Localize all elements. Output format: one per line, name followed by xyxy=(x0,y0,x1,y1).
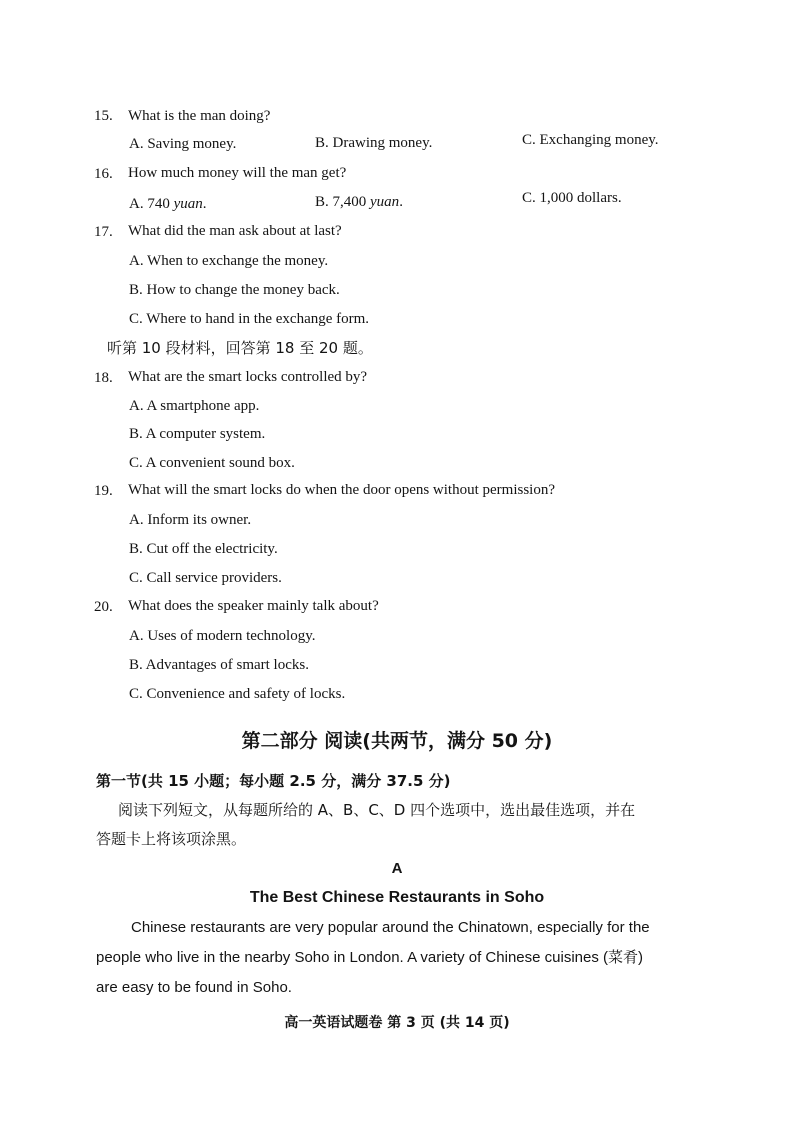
option-b: B. How to change the money back. xyxy=(129,282,340,298)
question-number: 16. xyxy=(94,166,113,182)
option-a: A. Inform its owner. xyxy=(129,512,252,528)
subsection-title: 第一节(共 15 小题；每小题 2.5 分，满分 37.5 分) xyxy=(96,772,451,790)
question-text: What does the speaker mainly talk about? xyxy=(128,598,379,614)
passage-line: people who live in the nearby Soho in London. A variety of Chinese cuisines (菜肴) xyxy=(96,949,643,966)
question-text: How much money will the man get? xyxy=(128,165,347,181)
question-text: What are the smart locks controlled by? xyxy=(128,369,368,385)
question-text: What will the smart locks do when the door opens without permission? xyxy=(128,482,556,498)
passage-line: Chinese restaurants are very popular around the Chinatown, especially for the xyxy=(131,919,650,936)
option-b: B. Advantages of smart locks. xyxy=(129,657,309,673)
page-footer: 高一英语试题卷 第 3 页 (共 14 页) xyxy=(284,1015,510,1031)
question-number: 19. xyxy=(94,483,113,499)
option-c: C. A convenient sound box. xyxy=(129,455,295,471)
question-number: 17. xyxy=(94,224,113,240)
option-c: C. Convenience and safety of locks. xyxy=(129,686,346,702)
option-b: B. Drawing money. xyxy=(315,135,433,151)
option-c: C. Exchanging money. xyxy=(522,132,659,148)
listening-instruction: 听第 10 段材料，回答第 18 至 20 题。 xyxy=(107,339,373,357)
option-a: A. When to exchange the money. xyxy=(129,253,329,269)
option-c: C. 1,000 dollars. xyxy=(522,190,622,206)
option-c: C. Call service providers. xyxy=(129,570,282,586)
question-number: 15. xyxy=(94,108,113,124)
instruction-line: 答题卡上将该项涂黑。 xyxy=(96,830,247,848)
option-a: A. A smartphone app. xyxy=(129,398,260,414)
section-title: 第二部分 阅读(共两节，满分 50 分) xyxy=(241,730,553,752)
option-a: A. 740 yuan. xyxy=(129,196,207,212)
passage-letter: A xyxy=(391,860,403,877)
question-number: 20. xyxy=(94,599,113,615)
option-a: A. Uses of modern technology. xyxy=(129,628,316,644)
option-a: A. Saving money. xyxy=(129,136,237,152)
option-b: B. 7,400 yuan. xyxy=(315,194,403,210)
instruction-line: 阅读下列短文，从每题所给的 A、B、C、D 四个选项中，选出最佳选项，并在 xyxy=(118,801,636,819)
passage-line: are easy to be found in Soho. xyxy=(96,979,292,996)
question-text: What did the man ask about at last? xyxy=(128,223,342,239)
question-number: 18. xyxy=(94,370,113,386)
option-b: B. Cut off the electricity. xyxy=(129,541,278,557)
option-b: B. A computer system. xyxy=(129,426,266,442)
option-c: C. Where to hand in the exchange form. xyxy=(129,311,370,327)
passage-title: The Best Chinese Restaurants in Soho xyxy=(249,889,545,906)
question-text: What is the man doing? xyxy=(128,108,271,124)
